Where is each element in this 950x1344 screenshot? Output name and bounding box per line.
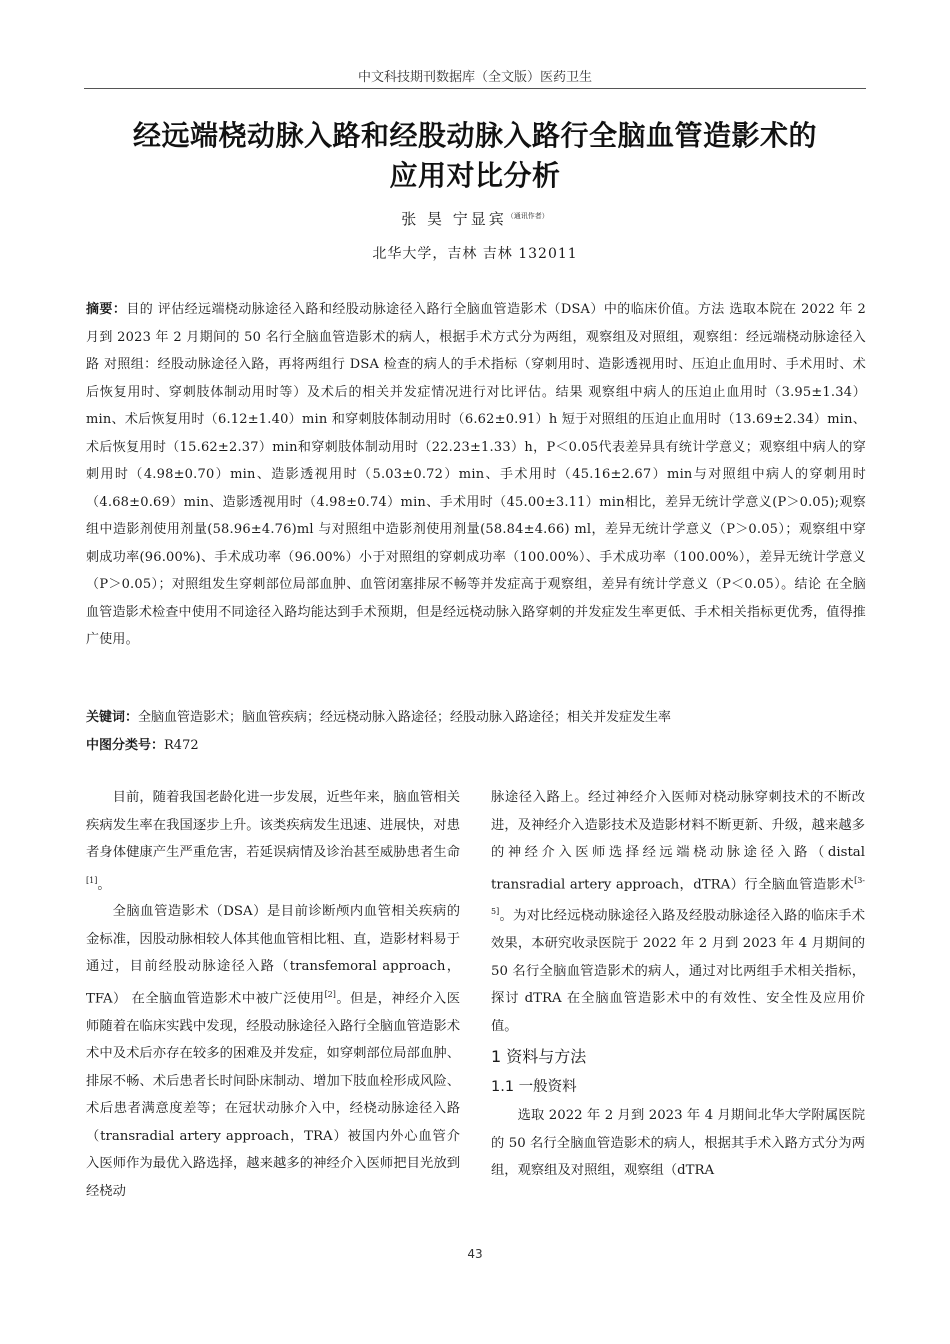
title-line-1: 经远端桡动脉入路和经股动脉入路行全脑血管造影术的: [132, 119, 817, 152]
classification-label: 中图分类号：: [86, 738, 165, 753]
classification-number: [86, 732, 866, 759]
author-names: 张 昊 宁显宾: [401, 210, 507, 228]
title-line-2: 应用对比分析: [389, 159, 561, 192]
abstract: [86, 296, 866, 654]
affiliation: 北华大学，吉林 吉林 132011: [372, 246, 578, 262]
paragraph-text: 。: [97, 876, 111, 892]
paragraph: [86, 898, 460, 1205]
keywords-text: 全脑血管造影术；脑血管疾病；经远桡动脉入路途径；经股动脉入路途径；相关并发症发生率: [138, 710, 672, 725]
keywords-label: 关键词：: [86, 710, 139, 725]
body-right-column: [491, 784, 865, 1185]
abstract-label: 摘要：: [86, 302, 127, 317]
page-number: 43: [467, 1247, 483, 1261]
paragraph: [86, 784, 460, 898]
paragraph: [491, 784, 865, 1040]
paragraph-text: 全脑血管造影术（DSA）是目前诊断颅内血管相关疾病的金标准，因股动脉相较人体其他血管相比粗、直，造影材料易于通过，目前经股动脉途径入路（transfemoral approach，TFA） 在全脑血管造影术中被广泛使用: [86, 904, 460, 1007]
abstract-text: 目的 评估经远端桡动脉途径入路和经股动脉途径入路行全脑血管造影术（DSA）中的临床价值。方法 选取本院在 2022 年 2 月到 2023 年 2 月期间的 50 名行全脑血管造影术的病人，根据手术方式分为两组，观察组及对照组，观察组：经远端桡动脉途径入路 对照组：经股动脉途径入路，再将两组行 DSA 检查的病人的手术指标（穿刺用时、造影透视用时、压迫止血用时、手术用时、术后恢复用时、穿刺肢体制动用时等）及术后的相关并发症情况进行对比评估。结果 观察组中病人的压迫止血用时（3.95±1.34）min、术后恢复用时（6.12±1.40）min 和穿刺肢体制动用时（6.62±0.91）h 短于对照组的压迫止血用时（13.69±2.34）min、术后恢复用时（15.62±2.37）min和穿刺肢体制动用时（22.23±1.33）h，P＜0.05代表差异具有统计学意义；观察组中病人的穿刺用时（4.98±0.70）min、造影透视用时（5.03±0.72）min、手术用时（45.16±2.67）min与对照组中病人的穿刺用时（4.68±0.69）min、造影透视用时（4.98±0.74）min、手术用时（45.00±3.11）min相比，差异无统计学意义(P＞0.05);观察组中造影剂使用剂量(58.96±4.76)ml 与对照组中造影剂使用剂量(58.84±4.66) ml，差异无统计学意义（P＞0.05）；观察组中穿刺成功率(96.00%)、手术成功率（96.00%）小于对照组的穿刺成功率（100.00%）、手术成功率（100.00%），差异无统计学意义（P＞0.05）；对照组发生穿刺部位局部血肿、血管闭塞排尿不畅等并发症高于观察组，差异有统计学意义（P＜0.05）。结论 在全脑血管造影术检查中使用不同途径入路均能达到手术预期，但是经远桡动脉入路穿刺的并发症发生率更低、手术相关指标更优秀，值得推广使用。: [86, 302, 866, 647]
paragraph-text: 脉途径入路上。经过神经介入医师对桡动脉穿刺技术的不断改进，及神经介入造影技术及造影材料不断更新、升级，越来越多的神经介入医师选择经远端桡动脉途径入路（distal transradial artery approach，dTRA）行全脑血管造影术: [491, 790, 865, 892]
body-left-column: [86, 784, 460, 1205]
paragraph-text: 。为对比经远桡动脉途径入路及经股动脉途径入路的临床手术效果，本研究收录医院于 2022 年 2 月到 2023 年 4 月期间的 50 名行全脑血管造影术的病人，通过对比两组手术相关指标，探讨 dTRA 在全脑血管造影术中的有效性、安全性及应用价值。: [491, 908, 865, 1034]
keywords: [86, 704, 866, 731]
section-heading: 1 资料与方法: [491, 1047, 587, 1067]
subsection-heading: 1.1 一般资料: [491, 1079, 577, 1096]
article-title: [60, 116, 890, 196]
corresponding-author-mark: （通讯作者）: [506, 212, 549, 220]
paragraph: 选取 2022 年 2 月到 2023 年 4 月期间北华大学附属医院的 50 名行全脑血管造影术的病人，根据其手术入路方式分为两组，观察组及对照组，观察组（dTRA: [491, 1108, 865, 1179]
citation: [3-5]: [491, 875, 865, 917]
paragraph-text: 目前，随着我国老龄化进一步发展，近些年来，脑血管相关疾病发生率在我国逐步上升。该类疾病发生迅速、进展快，对患者身体健康产生严重危害，若延误病情及诊治甚至威胁患者生命: [86, 790, 460, 860]
citation: [2]: [324, 989, 336, 999]
paragraph-text: 。但是，神经介入医师随着在临床实践中发现，经股动脉途径入路行全脑血管造影术术中及术后亦存在较多的困难及并发症，如穿刺部位局部血肿、排尿不畅、术后患者长时间卧床制动、增加下肢血栓形成风险、术后患者满意度差等；在冠状动脉介入中，经桡动脉途径入路（transradial artery approach，TRA）被国内外心血管介入医师作为最优入路选择，越来越多的神经介入医师把目光放到经桡动: [86, 991, 460, 1199]
author-list: [84, 208, 866, 229]
citation: [1]: [86, 875, 98, 885]
classification-text: R472: [164, 738, 199, 753]
journal-header: 中文科技期刊数据库（全文版）医药卫生: [357, 70, 592, 85]
header-divider: [84, 88, 866, 89]
